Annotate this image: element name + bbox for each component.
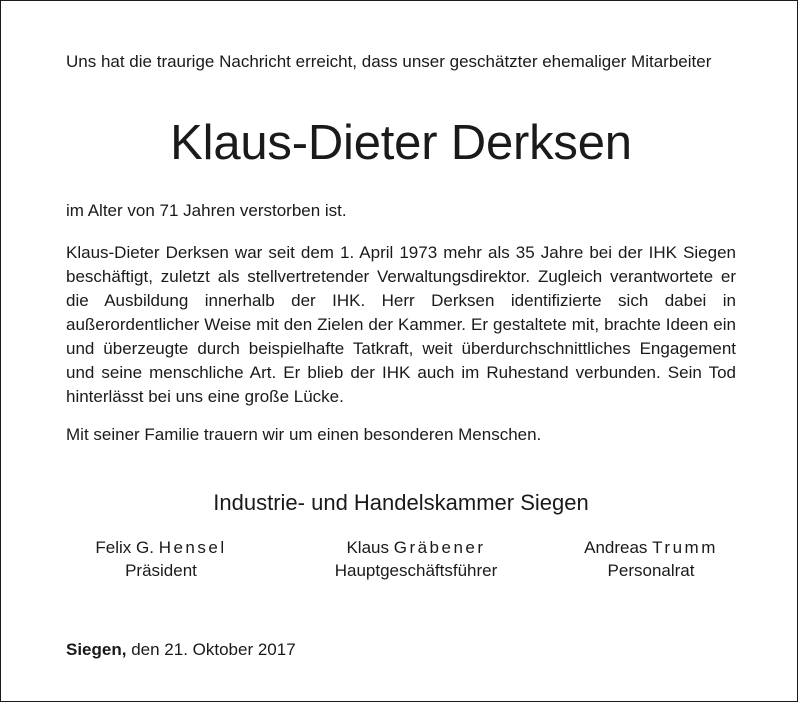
signatory-role: Präsident [125, 561, 197, 580]
dateline-city: Siegen, [66, 640, 127, 659]
signatory-last-name: Hensel [158, 538, 227, 557]
dateline [66, 638, 736, 661]
signatory-last-name: Trumm [652, 538, 718, 557]
signatory-first-name: Andreas [584, 538, 648, 557]
signatory-role: Personalrat [607, 561, 695, 580]
signatory-first-name: Felix G. [95, 538, 154, 557]
signatory-role: Hauptgeschäftsführer [334, 561, 498, 580]
intro-text: Uns hat die traurige Nachricht erreicht, dass unser geschätzter ehemaliger Mitarbeiter [66, 52, 712, 71]
organization-name: Industrie- und Handelskammer Siegen [213, 490, 589, 515]
dateline-date: den 21. Oktober 2017 [126, 640, 296, 659]
closing-text: Mit seiner Familie trauern wir um einen besonderen Menschen. [66, 425, 542, 444]
age-line: im Alter von 71 Jahren verstorben ist. [66, 201, 347, 220]
signatory-first-name: Klaus [346, 538, 389, 557]
signatory-managing-director [306, 536, 526, 582]
biography-text: Klaus-Dieter Derksen war seit dem 1. April 1973 mehr als 35 Jahre bei der IHK Siegen beschäftigt, zuletzt als stellvertretender Verwaltungsdirektor. Zugleich verantwortete er die Ausbildung innerhalb der IHK. Herr Derksen identifizierte sich dabei in außerordentlicher Weise mit den Zielen der Kammer. Er gestaltete mit, brachte Ideen ein und überzeugte durch beispielhafte Tatkraft, weit überdurchschnittliches Engagement und seine menschliche Art. Er blieb der IHK auch im Ruhestand verbunden. Sein Tod hinterlässt bei uns eine große Lücke. [66, 243, 736, 406]
deceased-name: Klaus-Dieter Derksen [170, 116, 632, 170]
signatory-staff-council [556, 536, 746, 582]
signatory-president [61, 536, 261, 582]
signatory-last-name: Gräbener [393, 538, 486, 557]
